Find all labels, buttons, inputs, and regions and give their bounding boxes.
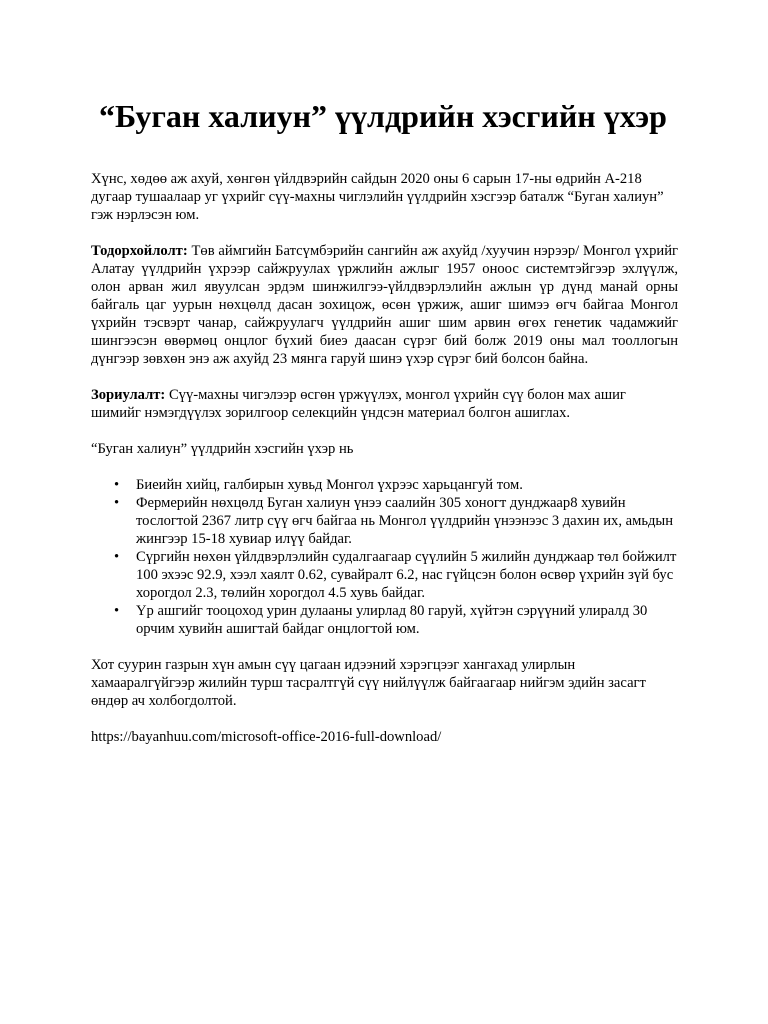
document-page (91, 96, 678, 746)
paragraph-spacer (91, 422, 678, 440)
paragraph-spacer (91, 458, 678, 476)
list-item-text: Сүргийн нөхөн үйлдвэрлэлийн судалгаагаар сүүлийн 5 жилийн дунджаар төл бойжилт 100 эхээс 92.9, хээл хаялт 0.62, сувайралт 6.2, нас гүйцсэн болон өсвөр үхрийн зүй бус хорогдол 2.3, төлийн хорогдол 4.5 хувь байдаг. (136, 549, 677, 601)
purpose-paragraph (91, 386, 678, 422)
description-text: Төв аймгийн Батсүмбэрийн сангийн аж ахуйд /хуучин нэрээр/ Монгол үхрийг Алатау үүлдрийн үхрээр сайжруулах үржлийн ажлыг 1957 оноос системтэйгээр эхлүүлж, олон арван жил явуулсан эрдэм шинжилгээ-үйлдвэрлэлийн ажлын үр дүнд манай орны байгаль цаг уурын нөхцөлд дасан зохицож, өсөн үржиж, ашиг шимээ өгч байгаа Монгол үхрийн тэсвэрт чанар, сайжруулагч үүлдрийн ашиг шим арвин өгөх генетик чадамжийг шингээсэн өвөрмөц онцлог бүхий биеэ даасан сүрэг бий болж 2019 оны мал тооллогын дүнгээр зөвхөн энэ аж ахуйд 23 мянга гаруй шинэ үхэр сүрэг бий болсон байна. (91, 243, 678, 367)
description-label: Тодорхойлолт: (91, 243, 188, 259)
document-title: “Буган халиун” үүлдрийн хэсгийн үхэр (99, 98, 667, 134)
list-item (114, 494, 678, 548)
list-item-text: Биеийн хийц, галбирын хувьд Монгол үхрээс харьцангуй том. (136, 477, 523, 493)
list-item-text: Фермерийн нөхцөлд Буган халиун үнээ саалийн 305 хоногт дунджаар8 хувийн тослогтой 2367 литр сүү өгч байгаа нь Монгол үүлдрийн үнээнээс 3 дахин их, амьдын жингээр 15-18 хувиар илүү байдаг. (136, 495, 674, 547)
source-link[interactable]: https://bayanhuu.com/microsoft-office-2016-full-download/ (91, 729, 442, 745)
list-item (114, 548, 678, 602)
features-list (91, 476, 678, 638)
list-item-text: Үр ашгийг тооцоход урин дулааны улирлад 80 гаруй, хүйтэн сэрүүний улиралд 30 орчим хувийн ашигтай байдаг онцлогтой юм. (136, 603, 648, 637)
paragraph-spacer (91, 224, 678, 242)
features-heading: “Буган халиун” үүлдрийн хэсгийн үхэр нь (91, 441, 354, 457)
bullet-icon: • (114, 549, 120, 565)
purpose-label: Зориулалт: (91, 387, 166, 403)
list-item (114, 476, 678, 494)
description-paragraph (91, 242, 678, 368)
paragraph-spacer (91, 638, 678, 656)
list-item (114, 602, 678, 638)
intro-paragraph: Хүнс, хөдөө аж ахуй, хөнгөн үйлдвэрийн сайдын 2020 оны 6 сарын 17-ны өдрийн А-218 дугаар тушаалаар уг үхрийг сүү-махны чиглэлийн үүлдрийн хэсгээр баталж “Буган халиун” гэж нэрлэсэн юм. (91, 171, 664, 223)
conclusion-paragraph: Хот суурин газрын хүн амын сүү цагаан идээний хэрэгцээг хангахад улирлын хамааралгүйгээр жилийн турш тасралтгүй сүү нийлүүлж байгаагаар нийгэм эдийн засагт өндөр ач холбогдолтой. (91, 657, 646, 709)
paragraph-spacer (91, 710, 678, 728)
purpose-text: Сүү-махны чигэлээр өсгөн үржүүлэх, монгол үхрийн сүү болон мах ашиг шимийг нэмэгдүүлэх зорилгоор селекцийн үндсэн материал болгон ашиглах. (91, 387, 626, 421)
bullet-icon: • (114, 495, 120, 511)
bullet-icon: • (114, 603, 120, 619)
paragraph-spacer (91, 368, 678, 386)
bullet-icon: • (114, 477, 120, 493)
